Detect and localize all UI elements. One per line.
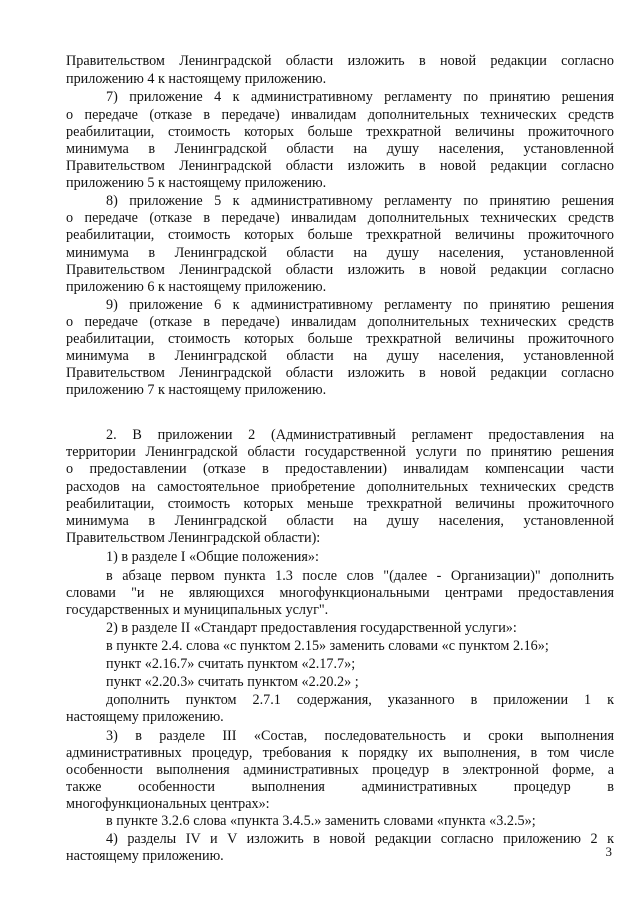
text-line: Правительством Ленинградской области изложить в новой редакции согласно <box>66 262 614 278</box>
list-item-4: 4) разделы IV и V изложить в новой редакции согласно приложению 2 к <box>106 831 614 847</box>
text-line: минимума в Ленинградской области на душу населения, установленной <box>66 513 614 529</box>
text-line: Правительством Ленинградской области изложить в новой редакции согласно <box>66 53 614 69</box>
text-line: приложению 4 к настоящему приложению. <box>66 71 327 87</box>
text-line: настоящему приложению. <box>66 709 224 725</box>
text-line: пункт «2.20.3» считать пунктом «2.20.2» ; <box>106 674 359 690</box>
text-line: дополнить пунктом 2.7.1 содержания, указанного в приложении 1 к <box>106 692 614 708</box>
text-line: также особенности выполнения административных процедур в <box>66 779 614 795</box>
text-line: реабилитации, стоимость которых меньше трехкратной величины прожиточного <box>66 496 614 512</box>
text-line: Правительством Ленинградской области изложить в новой редакции согласно <box>66 365 614 381</box>
text-line: словами "и не являющихся многофункциональными центрами предоставления <box>66 585 614 601</box>
list-item-8: 8) приложение 5 к административному регламенту по принятию решения <box>106 193 614 209</box>
text-line: о предоставлении (отказе в предоставлении) инвалидам компенсации части <box>66 461 614 477</box>
text-line: настоящему приложению. <box>66 848 224 864</box>
text-line: многофункциональных центрах»: <box>66 796 270 812</box>
text-line: реабилитации, стоимость которых больше трехкратной величины прожиточного <box>66 124 614 140</box>
text-line: приложению 5 к настоящему приложению. <box>66 175 327 191</box>
text-line: в пункте 2.4. слова «с пунктом 2.15» заменить словами «с пунктом 2.16»; <box>106 638 549 654</box>
text-line: о передаче (отказе в передаче) инвалидам дополнительных технических средств <box>66 210 614 226</box>
text-line: Правительством Ленинградской области): <box>66 530 321 546</box>
list-item-3: 3) в разделе III «Состав, последовательность и сроки выполнения <box>106 728 614 744</box>
list-item-7: 7) приложение 4 к административному регламенту по принятию решения <box>106 89 614 105</box>
text-line: пункт «2.16.7» считать пунктом «2.17.7»; <box>106 656 356 672</box>
text-line: минимума в Ленинградской области на душу населения, установленной <box>66 141 614 157</box>
text-line: о передаче (отказе в передаче) инвалидам дополнительных технических средств <box>66 314 614 330</box>
text-line: минимума в Ленинградской области на душу населения, установленной <box>66 245 614 261</box>
text-line: о передаче (отказе в передаче) инвалидам дополнительных технических средств <box>66 107 614 123</box>
list-item-9: 9) приложение 6 к административному регламенту по принятию решения <box>106 297 614 313</box>
text-line: особенности выполнения административных процедур в электронной форме, а <box>66 762 614 778</box>
text-line: приложению 6 к настоящему приложению. <box>66 279 327 295</box>
text-line: минимума в Ленинградской области на душу населения, установленной <box>66 348 614 364</box>
text-line: административных процедур, требования к порядку их выполнения, в том числе <box>66 745 614 761</box>
text-line: реабилитации, стоимость которых больше трехкратной величины прожиточного <box>66 227 614 243</box>
text-line: территории Ленинградской области государственной услуги по принятию решения <box>66 444 614 460</box>
text-line: Правительством Ленинградской области изложить в новой редакции согласно <box>66 158 614 174</box>
text-line: реабилитации, стоимость которых больше трехкратной величины прожиточного <box>66 331 614 347</box>
text-line: в абзаце первом пункта 1.3 после слов "(далее - Организации)" дополнить <box>106 568 614 584</box>
list-item-2: 2) в разделе II «Стандарт предоставления государственной услуги»: <box>106 620 517 636</box>
text-line: расходов на самостоятельное приобретение дополнительных технических средств <box>66 479 614 495</box>
section-item-2: 2. В приложении 2 (Административный регламент предоставления на <box>106 427 614 443</box>
list-item-1: 1) в разделе I «Общие положения»: <box>106 549 319 565</box>
text-line: приложению 7 к настоящему приложению. <box>66 382 327 398</box>
text-line: в пункте 3.2.6 слова «пункта 3.4.5.» заменить словами «пункта «3.2.5»; <box>106 813 536 829</box>
page-number: 3 <box>605 844 612 859</box>
text-line: государственных и муниципальных услуг". <box>66 602 329 618</box>
